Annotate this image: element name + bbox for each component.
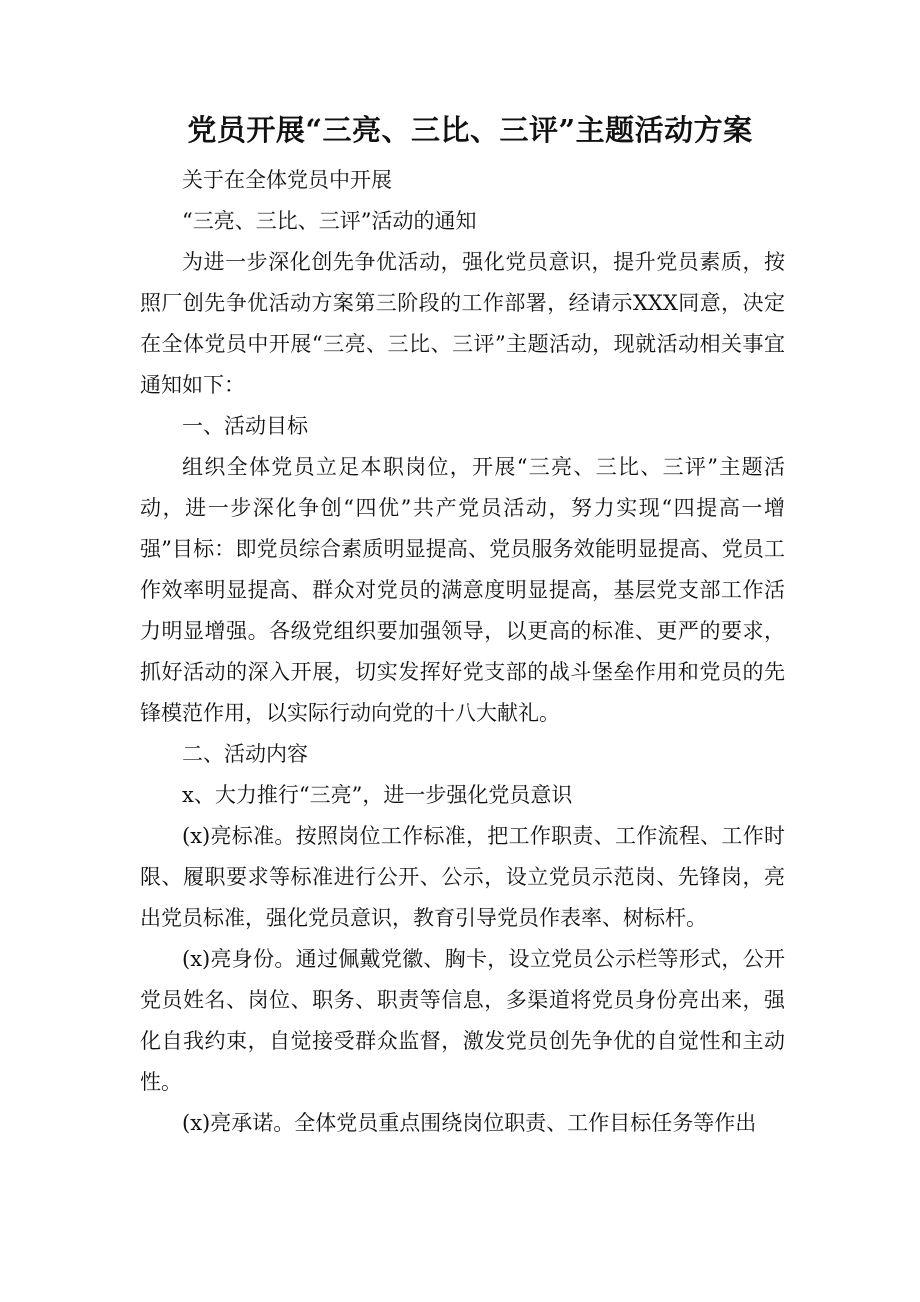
paragraph-show-standards: (x)亮标准。按照岗位工作标准，把工作职责、工作流程、工作时限、履职要求等标准进行公开、公示，设立党员示范岗、先锋岗，亮出党员标准，强化党员意识，教育引导党员作表率、树标杆。 bbox=[140, 824, 785, 930]
paragraph-goals: 组织全体党员立足本职岗位，开展“三亮、三比、三评”主题活动，进一步深化争创“四优”共产党员活动，努力实现“四提高一增强”目标：即党员综合素质明显提高、党员服务效能明显提高、党员工作效率明显提高、群众对党员的满意度明显提高，基层党支部工作活力明显增强。各级党组织要加强领导，以更高的标准、更严的要求，抓好活动的深入开展，切实发挥好党支部的战斗堡垒作用和党员的先锋模范作用，以实际行动向党的十八大献礼。 bbox=[140, 455, 785, 725]
paragraph-notice-line-2: “三亮、三比、三评”活动的通知 bbox=[182, 209, 477, 233]
section-heading-content: 二、活动内容 bbox=[182, 742, 308, 766]
document-body bbox=[140, 160, 785, 1144]
paragraph-show-commitment: (x)亮承诺。全体党员重点围绕岗位职责、工作目标任务等作出 bbox=[182, 1111, 757, 1135]
document-title: 党员开展“三亮、三比、三评”主题活动方案 bbox=[187, 113, 753, 147]
paragraph-notice-line-1: 关于在全体党员中开展 bbox=[182, 168, 392, 192]
paragraph-intro: 为进一步深化创先争优活动，强化党员意识，提升党员素质，按照厂创先争优活动方案第三阶段的工作部署，经请示XXX同意，决定在全体党员中开展“三亮、三比、三评”主题活动，现就活动相关事宜通知如下： bbox=[140, 250, 785, 397]
paragraph-show-identity: (x)亮身份。通过佩戴党徽、胸卡，设立党员公示栏等形式，公开党员姓名、岗位、职务、职责等信息，多渠道将党员身份亮出来，强化自我约束，自觉接受群众监督，激发党员创先争优的自觉性和主动性。 bbox=[140, 947, 785, 1094]
section-heading-goals: 一、活动目标 bbox=[182, 414, 308, 438]
subsection-heading-three-shows: x、大力推行“三亮”，进一步强化党员意识 bbox=[182, 783, 573, 807]
